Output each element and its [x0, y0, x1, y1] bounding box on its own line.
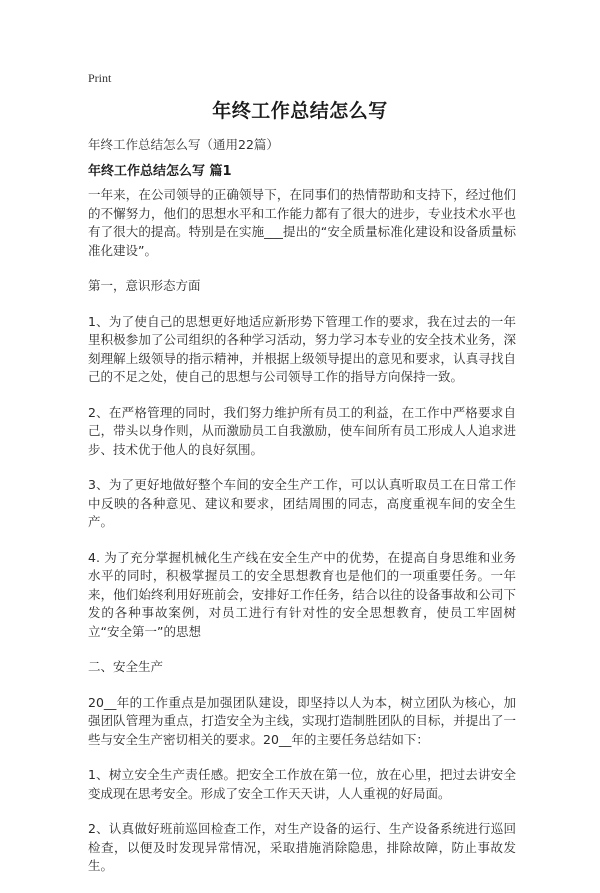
paragraph-heading-ideology: 第一，意识形态方面: [88, 278, 201, 293]
document-subtitle: 年终工作总结怎么写（通用22篇）: [88, 137, 279, 152]
paragraph-item: 4. 为了充分掌握机械化生产线在安全生产中的优势，在提高自身思维和业务水平的同时，积极掌握员工的安全思想教育也是他们的一项重要任务。一年来，他们始终利用好班前会，安排好工作任务，结合以往的设备事故和公司下发的各种事故案例，对员工进行有针对性的安全思想教育，使员工牢固树立“安全第一”的思想: [88, 549, 516, 639]
paragraph-item: 2、认真做好班前巡回检查工作，对生产设备的运行、生产设备系统进行巡回检查，以便及时发现异常情况，采取措施消除隐患，排除故障，防止事故发生。: [88, 821, 516, 873]
print-label: Print: [88, 71, 112, 85]
paragraph-intro: 一年来，在公司领导的正确领导下，在同事们的热情帮助和支持下，经过他们的不懈努力，他们的思想水平和工作能力都有了很大的进步，专业技术水平也有了很大的提高。特别是在实施___提出的“安全质量标准化建设和设备质量标准化建设”。: [88, 187, 516, 258]
document-title: 年终工作总结怎么写: [212, 100, 388, 122]
paragraph-heading-safety: 二、安全生产: [88, 659, 164, 674]
paragraph-item: 2、在严格管理的同时，我们努力维护所有员工的利益，在工作中严格要求自己，带头以身作则，从而激励员工自我激励，使车间所有员工形成人人追求进步、技术优于他人的良好氛围。: [88, 404, 516, 457]
section-heading: 年终工作总结怎么写 篇1: [88, 164, 232, 179]
paragraph-item: 20__年的工作重点是加强团队建设，即坚持以人为本，树立团队为核心，加强团队管理为重点，打造安全为主线，实现打造制胜团队的目标，并提出了一些与安全生产密切相关的要求。20__年的主要任务总结如下：: [88, 694, 516, 747]
paragraph-item: 3、为了更好地做好整个车间的安全生产工作，可以认真听取员工在日常工作中反映的各种意见、建议和要求，团结周围的同志，高度重视车间的安全生产。: [88, 477, 516, 529]
document-body: [88, 186, 516, 893]
paragraph-item: 1、为了使自己的思想更好地适应新形势下管理工作的要求，我在过去的一年里积极参加了公司组织的各种学习活动，努力学习本专业的安全技术业务，深刻理解上级领导的指示精神，并根据上级领导提出的意见和要求，认真寻找自己的不足之处，使自己的思想与公司领导工作的指导方向保持一致。: [88, 313, 516, 384]
paragraph-item: 1、树立安全生产责任感。把安全工作放在第一位，放在心里，把过去讲安全变成现在思考安全。形成了安全工作天天讲，人人重视的好局面。: [88, 767, 516, 801]
